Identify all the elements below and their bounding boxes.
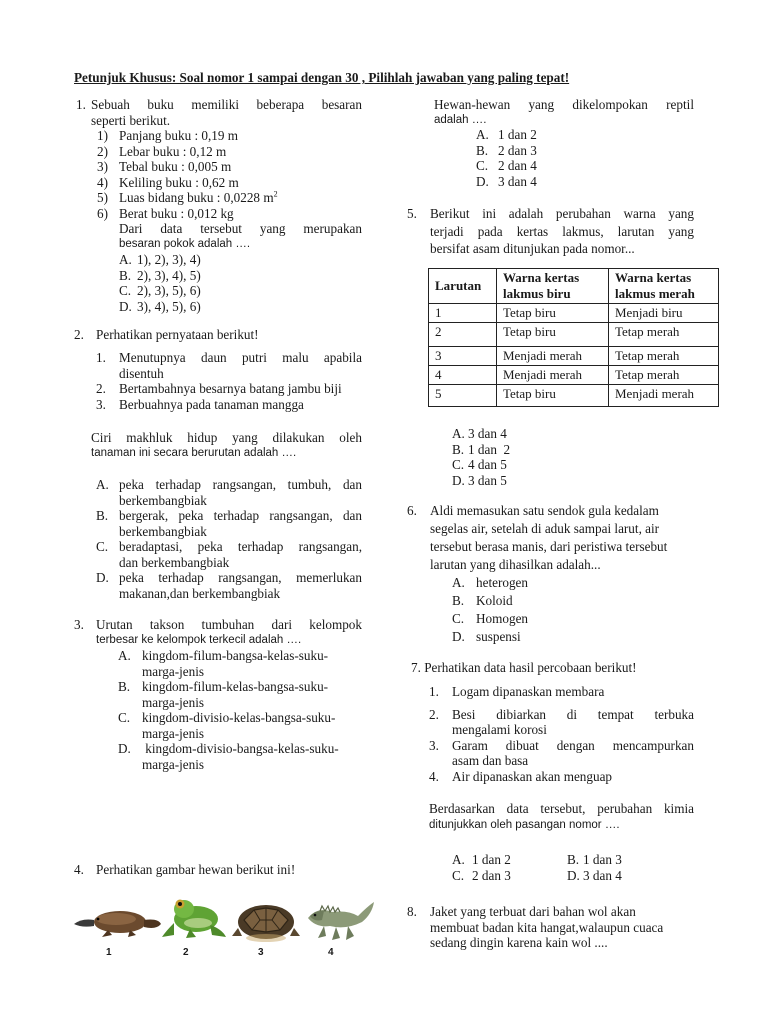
table-header: Warna kertas lakmus merah xyxy=(609,269,719,304)
question-7-options xyxy=(452,852,692,883)
animal-label: 4 xyxy=(328,947,334,958)
option-d[interactable]: D. kingdom-divisio-bangsa-kelas-suku- xyxy=(118,741,339,756)
iguana-icon xyxy=(302,896,376,944)
list-item: 6) Berat buku : 0,012 kg xyxy=(97,205,234,221)
option-c[interactable]: C. 2 dan 4 xyxy=(476,158,537,173)
option-a[interactable]: A. peka terhadap rangsangan, tumbuh, dan xyxy=(96,477,362,492)
platypus-icon xyxy=(72,900,162,940)
list-item: 1. Logam dipanaskan membara xyxy=(429,684,605,699)
question-number: 8. xyxy=(407,904,417,919)
table-row: 1 Tetap biru Menjadi biru xyxy=(429,304,719,323)
data-list xyxy=(76,128,362,221)
list-item: 3. Garam dibuat dengan mencampurkan xyxy=(429,737,694,753)
list-item: 1. Menutupnya daun putri malu apabila xyxy=(96,350,362,365)
table-row: 5 Tetap biru Menjadi merah xyxy=(429,385,719,407)
option-c[interactable]: C. Homogen xyxy=(452,611,529,626)
option-c[interactable]: C. beradaptasi, peka terhadap rangsangan, xyxy=(96,539,362,554)
animal-label: 1 xyxy=(106,947,112,958)
question-2-ask: Ciri makhluk hidup yang dilakukan oleh tanaman ini secara berurutan adalah …. xyxy=(91,430,362,459)
option-d[interactable]: D. 3), 4), 5), 6) xyxy=(119,298,201,314)
question-number: 1. xyxy=(76,97,86,112)
animal-label: 3 xyxy=(258,947,264,958)
list-item: 2) Lebar buku : 0,12 m xyxy=(97,143,227,159)
question-stem: Sebuah buku memiliki beberapa besaran xyxy=(91,97,362,112)
list-item: 4) Keliling buku : 0,62 m xyxy=(97,174,239,190)
option-d[interactable]: D. 3 dan 4 xyxy=(567,867,622,883)
table-header: Warna kertas lakmus biru xyxy=(497,269,609,304)
question-4-stem: 4. Perhatikan gambar hewan berikut ini! xyxy=(74,862,296,877)
question-5: 5. Berikut ini adalah perubahan warna yang terjadi pada kertas lakmus, larutan yang bersifat asam ditunjukan pada nomor... xyxy=(407,206,694,256)
option-b[interactable]: B. 2 dan 3 xyxy=(476,142,537,158)
superscript: 2 xyxy=(273,189,278,199)
option-c[interactable]: C. 2 dan 3 xyxy=(452,867,511,883)
list-item: 1) Panjang buku : 0,19 m xyxy=(97,128,239,143)
list-item: 4. Air dipanaskan akan menguap xyxy=(429,768,613,784)
options xyxy=(407,574,707,646)
question-1 xyxy=(76,97,362,314)
option-c[interactable]: C. kingdom-divisio-kelas-bangsa-suku- xyxy=(118,710,336,725)
question-5-options xyxy=(452,426,510,488)
question-stem-cont: seperti berikut. xyxy=(91,112,171,128)
question-number: 2. xyxy=(74,327,84,342)
option-d[interactable]: D. 3 dan 4 xyxy=(476,173,537,189)
option-b[interactable]: B. 1 dan 3 xyxy=(567,852,622,867)
option-b[interactable]: B. bergerak, peka terhadap rangsangan, dan xyxy=(96,508,362,523)
option-d[interactable]: D. peka terhadap rangsangan, memerlukan xyxy=(96,570,362,585)
table-header: Larutan xyxy=(429,269,497,304)
list-item: 3) Tebal buku : 0,005 m xyxy=(97,159,232,174)
question-7-items: 1. Logam dipanaskan membara 2. Besi dibiarkan di tempat terbuka mengalami korosi 3. Garam dibuat dengan mencampurkan asam dan basa 4. Air dipanaskan akan menguap xyxy=(429,684,694,784)
animal-label: 2 xyxy=(183,947,189,958)
question-6: 6. Aldi memasukan satu sendok gula kedalam segelas air, setelah di aduk sampai larut, air tersebut berasa manis, dari peristiwa tersebut larutan yang dihasilkan adalah... A. heterogen B. Koloid C. Homogen D. suspensi xyxy=(407,502,707,646)
option-a[interactable]: A. 1 dan 2 xyxy=(476,127,537,142)
option-c[interactable]: C. 2), 3), 5), 6) xyxy=(119,283,201,298)
question-number: 6. xyxy=(407,503,417,518)
option-b[interactable]: B. 1 dan 2 xyxy=(452,441,511,457)
table-row: 4 Menjadi merah Tetap merah xyxy=(429,366,719,385)
option-b[interactable]: B. 2), 3), 4), 5) xyxy=(119,267,201,283)
instruction-title: Petunjuk Khusus: Soal nomor 1 sampai dengan 30 , Pilihlah jawaban yang paling tepat! xyxy=(74,70,570,85)
litmus-table xyxy=(428,268,719,407)
option-c[interactable]: C. 4 dan 5 xyxy=(452,457,507,472)
table-row: 3 Menjadi merah Tetap merah xyxy=(429,347,719,366)
question-2-items: 1. Menutupnya daun putri malu apabila disentuh 2. Bertambahnya besarnya batang jambu biji 3. Berbuahnya pada tanaman mangga xyxy=(96,350,362,412)
table-row: 2 Tetap biru Tetap merah xyxy=(429,323,719,347)
option-a[interactable]: A. kingdom-filum-bangsa-kelas-suku- xyxy=(118,648,329,663)
frog-icon xyxy=(160,893,228,939)
question-number: 4. xyxy=(74,862,84,877)
option-a[interactable]: A. heterogen xyxy=(452,575,528,590)
question-2-options: A. peka terhadap rangsangan, tumbuh, dan berkembangbiak B. bergerak, peka terhadap rangsangan, dan berkembangbiak C. beradaptasi, peka terhadap rangsangan, dan berkembangbiak D. peka terhadap rangsangan, memerlukan makanan,dan berkembangbiak xyxy=(96,477,362,601)
option-d[interactable]: D. 3 dan 5 xyxy=(452,472,507,488)
turtle-icon xyxy=(230,900,302,944)
question-number: 3. xyxy=(74,617,84,632)
question-number: 7. xyxy=(411,660,421,675)
question-3: 3. Urutan takson tumbuhan dari kelompok terbesar ke kelompok terkecil adalah …. xyxy=(74,617,362,646)
list-item: 5) Luas bidang buku : 0,0228 $m^2$ xyxy=(97,189,278,205)
question-3-options: A. kingdom-filum-bangsa-kelas-suku- marga-jenis B. kingdom-filum-kelas-bangsa-suku- marga-jenis C. kingdom-divisio-kelas-bangsa-suku- marga-jenis D. kingdom-divisio-bangsa-kelas-suku- marga-jenis xyxy=(118,648,362,772)
option-a[interactable]: A. 1 dan 2 xyxy=(452,852,511,867)
list-item: 2. Bertambahnya besarnya batang jambu biji xyxy=(96,381,342,396)
question-4-ask: Hewan-hewan yang dikelompokan reptil adalah …. xyxy=(434,97,694,126)
question-ask: Dari data tersebut yang merupakan xyxy=(119,221,362,236)
question-8: 8. Jaket yang terbuat dari bahan wol akan membuat badan kita hangat,walaupun cuaca sedang dingin karena kain wol .... xyxy=(407,904,664,950)
option-a[interactable]: A. 1), 2), 3), 4) xyxy=(119,252,201,267)
option-b[interactable]: B. Koloid xyxy=(452,593,513,608)
question-7-stem: 7. Perhatikan data hasil percobaan berikut! xyxy=(411,660,637,675)
option-d[interactable]: D. suspensi xyxy=(452,629,521,644)
option-a[interactable]: A. 3 dan 4 xyxy=(452,426,507,441)
options xyxy=(76,252,362,314)
question-number: 5. xyxy=(407,206,417,221)
question-2-stem: 2. Perhatikan pernyataan berikut! xyxy=(74,327,259,342)
question-7-ask: Berdasarkan data tersebut, perubahan kimia ditunjukkan oleh pasangan nomor …. xyxy=(429,801,694,831)
list-item: 2. Besi dibiarkan di tempat terbuka xyxy=(429,706,694,722)
list-item: 3. Berbuahnya pada tanaman mangga xyxy=(96,396,304,412)
question-4-options xyxy=(476,127,537,189)
option-b[interactable]: B. kingdom-filum-kelas-bangsa-suku- xyxy=(118,679,329,694)
question-ask-cont: besaran pokok adalah …. xyxy=(119,237,251,250)
